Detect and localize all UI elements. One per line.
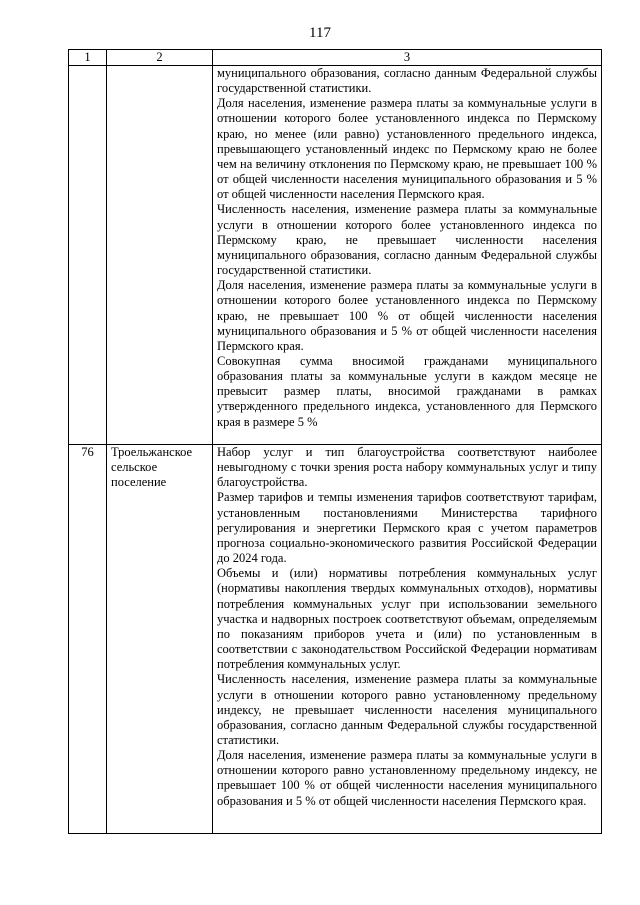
municipality-name: Троельжанское сельское поселение — [107, 445, 213, 834]
condition-paragraph: муниципального образования, согласно данным Федеральной службы государственной статистики. — [217, 66, 597, 96]
header-col-2: 2 — [107, 50, 213, 66]
condition-paragraph: Набор услуг и тип благоустройства соответствуют наиболее невыгодному с точки зрения роста набору коммунальных услуг и типу благоустройства. — [217, 445, 597, 490]
header-col-3: 3 — [213, 50, 602, 66]
row-number — [69, 66, 107, 445]
conditions-cell — [213, 66, 602, 445]
table-row — [69, 445, 602, 834]
municipality-name — [107, 66, 213, 445]
condition-paragraph: Совокупная сумма вносимой гражданами муниципального образования платы за коммунальные услуги в каждом месяце не превысит размер платы, вносимой гражданами в рамках утвержденного предельного индекса, установленного для Пермского края в размере 5 % — [217, 353, 597, 429]
condition-paragraph: Доля населения, изменение размера платы за коммунальные услуги в отношении которого равно установленному предельному индексу, не превышает 100 % от общей численности населения муниципального образования и 5 % от общей численности населения Пермского края. — [217, 748, 597, 808]
row-number: 76 — [69, 445, 107, 834]
table-row — [69, 66, 602, 445]
header-col-1: 1 — [69, 50, 107, 66]
table-header-row — [69, 50, 602, 66]
condition-paragraph: Доля населения, изменение размера платы за коммунальные услуги в отношении которого более установленного индекса по Пермскому краю, но менее (или равно) установленного предельного индекса, превышающего установленный индекс по Пермскому краю не более чем на величину отклонения по Пермскому краю, не превышает 100 % от общей численности населения муниципального образования и 5 % от общей численности населения Пермского края. — [217, 96, 597, 202]
document-table — [68, 49, 602, 834]
condition-paragraph: Объемы и (или) нормативы потребления коммунальных услуг (нормативы накопления твердых коммунальных отходов), нормативы потребления коммунальных услуг при использовании земельного участка и надворных построек соответствуют объемам, определяемым по показаниям приборов учета и (или) по установленным в соответствии с законодательством Российской Федерации нормативам потребления коммунальных услуг. — [217, 566, 597, 672]
condition-paragraph: Доля населения, изменение размера платы за коммунальные услуги в отношении которого более установленного индекса по Пермскому краю, не превышает 100 % от общей численности населения муниципального образования и 5 % от общей численности населения Пермского края. — [217, 278, 597, 353]
conditions-cell — [213, 445, 602, 834]
page-number: 117 — [309, 25, 331, 41]
condition-paragraph: Размер тарифов и темпы изменения тарифов соответствуют тарифам, установленным постановлениями Министерства тарифного регулирования и энергетики Пермского края с учетом параметров прогноза социально-экономического развития Российской Федерации до 2024 года. — [217, 490, 597, 566]
condition-paragraph: Численность населения, изменение размера платы за коммунальные услуги в отношении которого более установленного индекса по Пермскому краю, не превышает численности населения муниципального образования, согласно данным Федеральной службы государственной статистики. — [217, 202, 597, 278]
condition-paragraph: Численность населения, изменение размера платы за коммунальные услуги в отношении которого равно установленному предельному индексу, не превышает численности населения муниципального образования, согласно данным Федеральной службы государственной статистики. — [217, 672, 597, 747]
